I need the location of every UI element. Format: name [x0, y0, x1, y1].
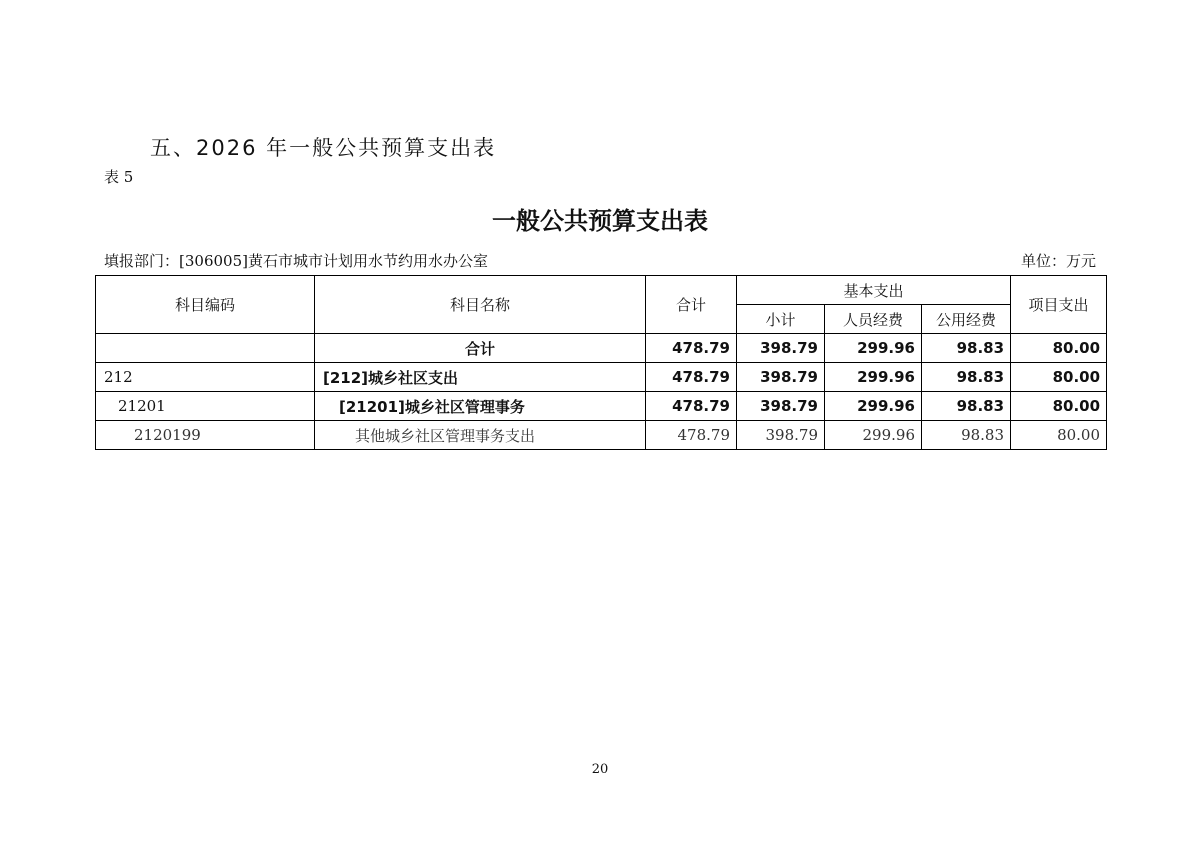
header-public: 公用经费 [922, 305, 1011, 334]
cell-code: 21201 [96, 392, 315, 421]
cell-personnel: 299.96 [825, 421, 922, 450]
cell-project: 80.00 [1011, 363, 1107, 392]
header-basic: 基本支出 [737, 276, 1011, 305]
cell-public: 98.83 [922, 334, 1011, 363]
header-row-1 [96, 276, 1107, 305]
cell-public: 98.83 [922, 392, 1011, 421]
reporting-department: 填报部门：[306005]黄石市城市计划用水节约用水办公室 [104, 252, 488, 270]
section-heading: 五、2026 年一般公共预算支出表 [150, 136, 497, 160]
cell-subtotal: 398.79 [737, 392, 825, 421]
table-row [96, 392, 1107, 421]
header-name: 科目名称 [315, 276, 646, 334]
cell-name: 合计 [315, 334, 646, 363]
header-project: 项目支出 [1011, 276, 1107, 334]
cell-public: 98.83 [922, 421, 1011, 450]
cell-name: 其他城乡社区管理事务支出 [315, 421, 646, 450]
cell-code [96, 334, 315, 363]
table-row [96, 421, 1107, 450]
document-title: 一般公共预算支出表 [492, 207, 708, 235]
cell-total: 478.79 [646, 363, 737, 392]
budget-table [95, 275, 1107, 450]
cell-personnel: 299.96 [825, 363, 922, 392]
cell-project: 80.00 [1011, 421, 1107, 450]
cell-code: 212 [96, 363, 315, 392]
cell-project: 80.00 [1011, 392, 1107, 421]
cell-subtotal: 398.79 [737, 363, 825, 392]
cell-total: 478.79 [646, 334, 737, 363]
page-number: 20 [591, 762, 609, 777]
cell-total: 478.79 [646, 421, 737, 450]
header-code: 科目编码 [96, 276, 315, 334]
unit-label: 单位：万元 [1020, 252, 1096, 270]
table-number: 表 5 [104, 168, 134, 186]
cell-project: 80.00 [1011, 334, 1107, 363]
cell-public: 98.83 [922, 363, 1011, 392]
header-total: 合计 [646, 276, 737, 334]
cell-subtotal: 398.79 [737, 334, 825, 363]
header-subtotal: 小计 [737, 305, 825, 334]
cell-personnel: 299.96 [825, 334, 922, 363]
cell-subtotal: 398.79 [737, 421, 825, 450]
header-personnel: 人员经费 [825, 305, 922, 334]
cell-personnel: 299.96 [825, 392, 922, 421]
table-row [96, 363, 1107, 392]
cell-code: 2120199 [96, 421, 315, 450]
cell-total: 478.79 [646, 392, 737, 421]
cell-name: [212]城乡社区支出 [315, 363, 646, 392]
cell-name: [21201]城乡社区管理事务 [315, 392, 646, 421]
table-row-total [96, 334, 1107, 363]
